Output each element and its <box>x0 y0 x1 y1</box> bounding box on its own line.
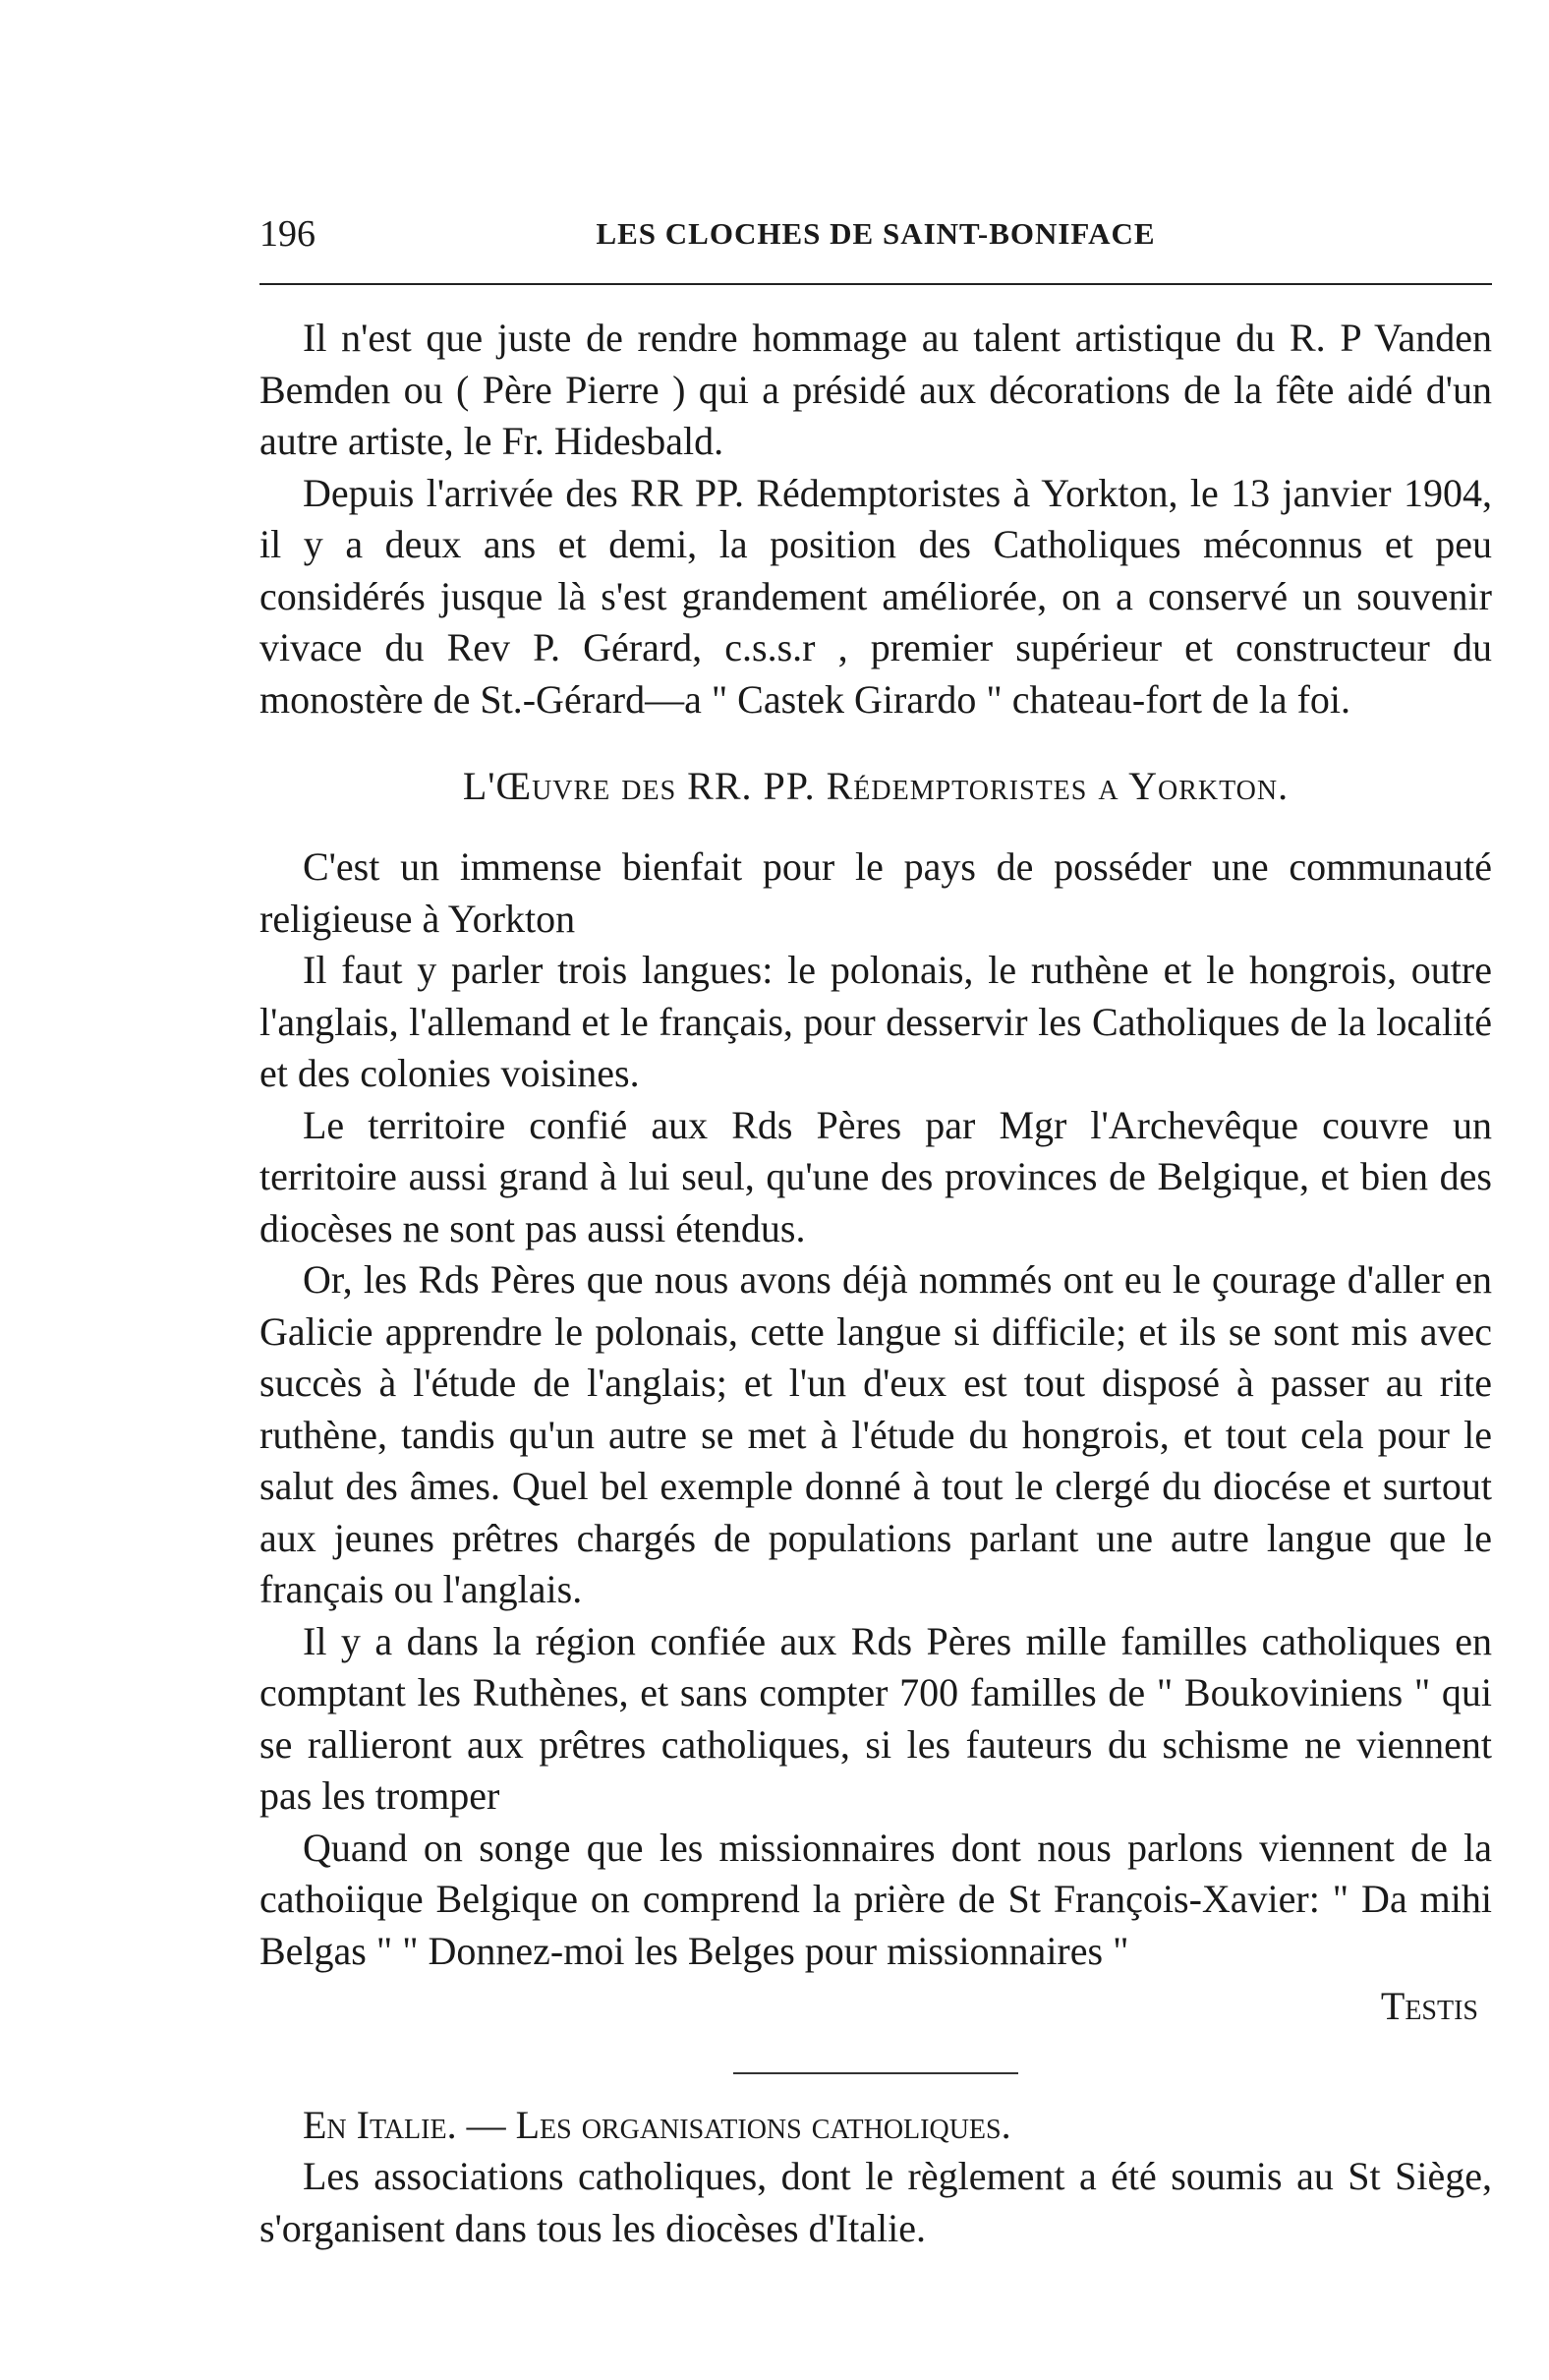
paragraph: Il faut y parler trois langues: le polonais, le ruthène et le hongrois, outre l'anglais, l'allemand et le français, pour desservir les Catholiques de la localité et des colonies voisines. <box>259 948 1492 1095</box>
page-number: 196 <box>259 213 316 255</box>
page-body <box>259 313 1492 2254</box>
news-section <box>259 2100 1492 2255</box>
paragraph: C'est un immense bienfait pour le pays de posséder une communauté religieuse à Yorkton <box>259 844 1492 941</box>
book-page <box>259 206 1492 2250</box>
paragraph: Depuis l'arrivée des RR PP. Rédemptoristes à Yorkton, le 13 janvier 1904, il y a deux ans et demi, la position des Catholiques méconnus et peu considérés jusque là s'est grandement améliorée, on a conservé un souvenir vivace du Rev P. Gérard, c.s.s.r , premier supérieur et constructeur du monostère de St.-Gérard—a " Castek Girardo " chateau-fort de la foi. <box>259 470 1492 722</box>
paragraph: Or, les Rds Pères que nous avons déjà nommés ont eu le çourage d'aller en Galicie apprendre le polonais, cette langue si difficile; et ils se sont mis avec succès à l'étude de l'anglais; et l'un d'eux est tout disposé à passer au rite ruthène, tandis qu'un autre se met à l'étude du hongrois, et tout cela pour le salut des âmes. Quel bel exemple donné à tout le clergé du diocése et surtout aux jeunes prêtres chargés de populations parlant une autre langue que le français ou l'anglais. <box>259 1257 1492 1611</box>
running-title: LES CLOCHES DE SAINT-BONIFACE <box>596 216 1156 251</box>
paragraph: Il y a dans la région confiée aux Rds Pères mille familles catholiques en comptant les Ruthènes, et sans compter 700 familles de " Boukoviniens " qui se rallieront aux prêtres catholiques, si les fauteurs du schisme ne viennent pas les tromper <box>259 1618 1492 1818</box>
section-divider <box>733 2072 1018 2074</box>
paragraph: Les associations catholiques, dont le règlement a été soumis au St Siège, s'organisent dans tous les diocèses d'Italie. <box>259 2154 1492 2250</box>
section-heading: L'Œuvre des RR. PP. Rédemptoristes a Yorkton. <box>462 764 1290 808</box>
news-heading: En Italie. — Les organisations catholiques. <box>303 2102 1011 2147</box>
paragraph: Quand on songe que les missionnaires dont nous parlons viennent de la cathoiique Belgique on comprend la prière de St François-Xavier: " Da mihi Belgas " " Donnez-moi les Belges pour missionnaires " <box>259 1825 1492 1973</box>
signature: Testis <box>1380 1984 1478 2028</box>
paragraph: Il n'est que juste de rendre hommage au talent artistique du R. P Vanden Bemden ou ( Père Pierre ) qui a présidé aux décorations de la fête aidé d'un autre artiste, le Fr. Hidesbald. <box>259 316 1492 463</box>
header-rule <box>259 283 1492 285</box>
page-header <box>259 206 1492 265</box>
paragraph: Le territoire confié aux Rds Pères par Mgr l'Archevêque couvre un territoire aussi grand à lui seul, qu'une des provinces de Belgique, et bien des diocèses ne sont pas aussi étendus. <box>259 1102 1492 1250</box>
